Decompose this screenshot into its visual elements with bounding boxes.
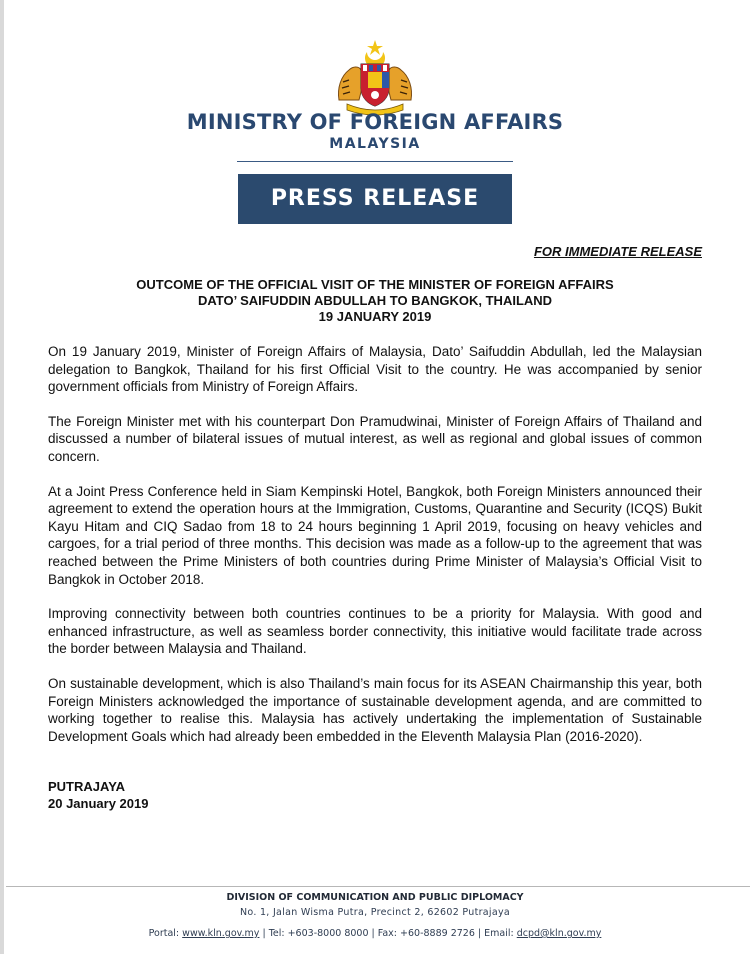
fax: Fax: +60-8889 2726 (377, 928, 475, 939)
body-paragraph: On 19 January 2019, Minister of Foreign Affairs of Malaysia, Dato’ Saifuddin Abdullah, led the Malaysian delegation to Bangkok, Thailand for his first Official Visit to the country. He was accompanied by senior government officials from Ministry of Foreign Affairs. (48, 344, 702, 395)
title-divider (237, 161, 513, 162)
separator: | (477, 928, 482, 939)
press-release-banner: PRESS RELEASE (238, 174, 512, 224)
email-link[interactable]: dcpd@kln.gov.my (516, 928, 602, 939)
telephone: Tel: +603-8000 8000 (268, 928, 369, 939)
release-body (48, 343, 702, 762)
body-paragraph: At a Joint Press Conference held in Siam Kempinski Hotel, Bangkok, both Foreign Ministers announced their agreement to extend the operation hours at the Immigration, Customs, Quarantine and Security (ICQS) Bukit Kayu Hitam and CIQ Sadao from 18 to 24 hours beginning 1 April 2019, focusing on heavy vehicles and cargoes, for a trial period of three months. This decision was made as a follow-up to the agreement that was reached between the Prime Ministers of both countries during Prime Minister of Malaysia’s Official Visit to Bangkok in October 2018. (48, 483, 702, 587)
footer-contacts (0, 928, 750, 939)
separator: | (371, 928, 375, 939)
malaysia-coat-of-arms-icon (333, 38, 417, 118)
headline-line: OUTCOME OF THE OFFICIAL VISIT OF THE MINISTER OF FOREIGN AFFAIRS (136, 277, 614, 292)
footer-address: No. 1, Jalan Wisma Putra, Precinct 2, 62602 Putrajaya (239, 907, 511, 918)
body-paragraph: On sustainable development, which is also Thailand’s main focus for its ASEAN Chairmanship this year, both Foreign Ministers acknowledged the importance of sustainable development agenda, and are committed to working together to realise this. Malaysia has actively undertaking the implementation of Sustainable Development Goals which had already been embedded in the Eleventh Malaysia Plan (2016-2020). (48, 675, 702, 744)
ministry-title: MINISTRY OF FOREIGN AFFAIRS (186, 110, 564, 134)
star-icon (367, 40, 383, 55)
email-label: Email: (484, 928, 514, 939)
headline-line: DATO’ SAIFUDDIN ABDULLAH TO BANGKOK, THAILAND (197, 293, 553, 308)
separator: | (262, 928, 266, 939)
right-tiger-icon (387, 67, 412, 100)
body-paragraph: The Foreign Minister met with his counterpart Don Pramudwinai, Minister of Foreign Affairs of Thailand and discussed a number of bilateral issues of mutual interest, as well as regional and global issues of common concern. (48, 413, 702, 464)
headline (48, 277, 702, 325)
portal-label: Portal: (148, 928, 180, 939)
left-tiger-icon (338, 67, 363, 100)
signoff (48, 778, 148, 812)
signoff-place: PUTRAJAYA (48, 779, 126, 794)
headline-date: 19 JANUARY 2019 (318, 309, 432, 324)
immediate-release-label: FOR IMMEDIATE RELEASE (533, 244, 702, 259)
footer-divider (6, 886, 750, 887)
ministry-country: MALAYSIA (329, 136, 421, 152)
body-paragraph: Improving connectivity between both countries continues to be a priority for Malaysia. With good and enhanced infrastructure, as well as seamless border connectivity, this initiative would facilitate trade across the border between Malaysia and Thailand. (48, 606, 702, 657)
signoff-date: 20 January 2019 (48, 796, 149, 811)
footer-division: DIVISION OF COMMUNICATION AND PUBLIC DIPLOMACY (226, 892, 524, 903)
portal-link[interactable]: www.kln.gov.my (182, 928, 260, 939)
